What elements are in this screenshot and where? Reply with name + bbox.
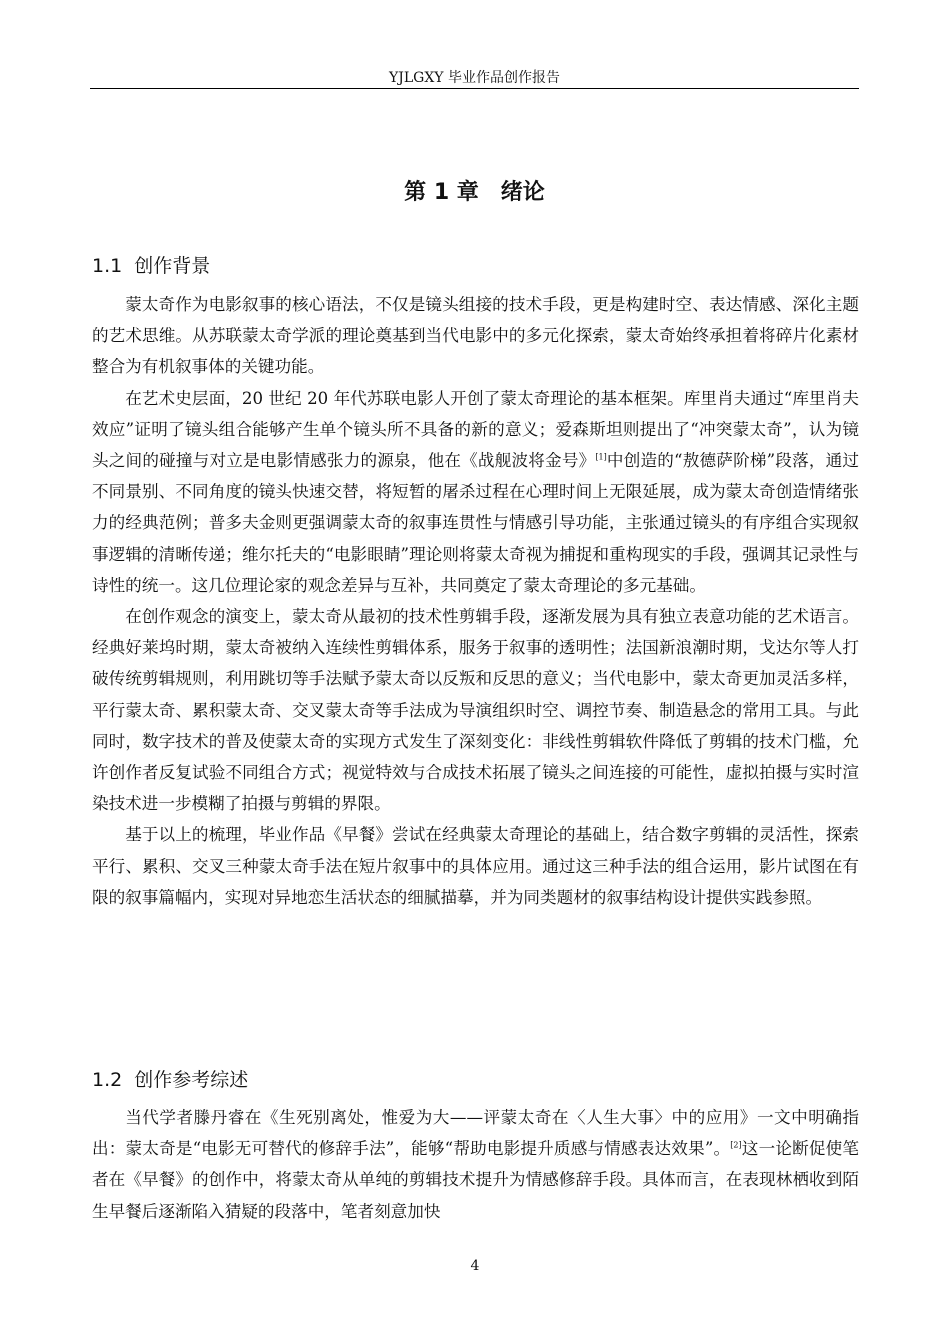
section-heading-1-1: 1.1 创作背景 xyxy=(92,255,211,277)
section-1-2-body xyxy=(92,1102,859,1227)
paragraph xyxy=(92,1102,859,1227)
header-rule xyxy=(90,88,859,89)
section-heading-1-2: 1.2 创作参考综述 xyxy=(92,1069,249,1091)
paragraph-text: 中创造的“敖德萨阶梯”段落，通过不同景别、不同角度的镜头快速交替，将短暂的屠杀过程在心理时间上无限延展，成为蒙太奇创造情绪张力的经典范例；普多夫金则更强调蒙太奇的叙事连贯性与情感引导功能，主张通过镜头的有序组合实现叙事逻辑的清晰传递；维尔托夫的“电影眼睛”理论则将蒙太奇视为捕捉和重构现实的手段，强调其记录性与诗性的统一。这几位理论家的观念差异与互补，共同奠定了蒙太奇理论的多元基础。 xyxy=(92,451,860,595)
paragraph: 蒙太奇作为电影叙事的核心语法，不仅是镜头组接的技术手段，更是构建时空、表达情感、深化主题的艺术思维。从苏联蒙太奇学派的理论奠基到当代电影中的多元化探索，蒙太奇始终承担着将碎片化素材整合为有机叙事体的关键功能。 xyxy=(92,295,859,377)
citation-ref: [1] xyxy=(595,452,607,462)
paragraph xyxy=(92,383,859,601)
page-number: 4 xyxy=(470,1258,480,1274)
section-1-1-body xyxy=(92,289,859,913)
paragraph-text: 当代学者滕丹睿在《生死别离处，惟爱为大——评蒙太奇在〈人生大事〉中的应用》一文中明确指出：蒙太奇是“电影无可替代的修辞手法”，能够“帮助电影提升质感与情感表达效果”。 xyxy=(92,1108,859,1159)
paragraph: 在创作观念的演变上，蒙太奇从最初的技术性剪辑手段，逐渐发展为具有独立表意功能的艺术语言。经典好莱坞时期，蒙太奇被纳入连续性剪辑体系，服务于叙事的透明性；法国新浪潮时期，戈达尔等人打破传统剪辑规则，利用跳切等手法赋予蒙太奇以反叛和反思的意义；当代电影中，蒙太奇更加灵活多样，平行蒙太奇、累积蒙太奇、交叉蒙太奇等手法成为导演组织时空、调控节奏、制造悬念的常用工具。与此同时，数字技术的普及使蒙太奇的实现方式发生了深刻变化：非线性剪辑软件降低了剪辑的技术门槛，允许创作者反复试验不同组合方式；视觉特效与合成技术拓展了镜头之间连接的可能性，虚拟拍摄与实时渲染技术进一步模糊了拍摄与剪辑的界限。 xyxy=(92,607,859,814)
chapter-title: 第 1 章 绪论 xyxy=(404,180,545,205)
paragraph: 基于以上的梳理，毕业作品《早餐》尝试在经典蒙太奇理论的基础上，结合数字剪辑的灵活性，探索平行、累积、交叉三种蒙太奇手法在短片叙事中的具体应用。通过这三种手法的组合运用，影片试图在有限的叙事篇幅内，实现对异地恋生活状态的细腻描摹，并为同类题材的叙事结构设计提供实践参照。 xyxy=(92,825,859,907)
paragraph-text: 在艺术史层面，20 世纪 20 年代苏联电影人开创了蒙太奇理论的基本框架。库里肖夫通过“库里肖夫效应”证明了镜头组合能够产生单个镜头所不具备的新的意义；爱森斯坦则提出了“冲突蒙太奇”，认为镜头之间的碰撞与对立是电影情感张力的源泉，他在《战舰波将金号》 xyxy=(92,388,859,471)
citation-ref: [2] xyxy=(730,1140,742,1150)
paragraph-text: 这一论断促使笔者在《早餐》的创作中，将蒙太奇从单纯的剪辑技术提升为情感修辞手段。具体而言，在表现林栖收到陌生早餐后逐渐陷入猜疑的段落中，笔者刻意加快 xyxy=(92,1139,860,1221)
running-header: YJLGXY 毕业作品创作报告 xyxy=(389,70,560,86)
